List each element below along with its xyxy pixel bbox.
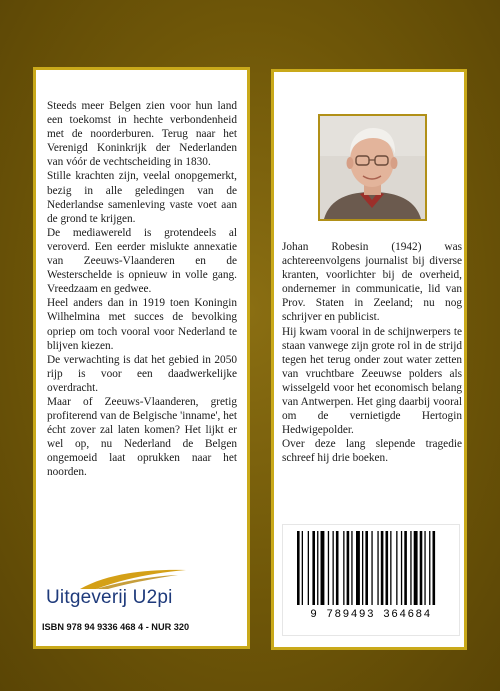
- blurb-paragraph: De verwachting is dat het gebied in 2050 rijp is voor een daadwerkelijke overdracht.: [47, 353, 237, 394]
- blurb-paragraph: Maar of Zeeuws-Vlaanderen, gretig profiterend van de Belgische 'inname', het écht zover zal laten komen? Het lijkt er wel op, nu Nederland de Belgen ongemoeid laat oprukken naar het noorden.: [47, 395, 237, 479]
- blurb-paragraph: Stille krachten zijn, veelal onopgemerkt, bezig in alle geledingen van de Nederlandse samenleving vaste voet aan de grond te krijgen.: [47, 170, 237, 225]
- isbn-nur-line: ISBN 978 94 9336 468 4 - NUR 320: [42, 622, 190, 632]
- author-bio-text: [282, 240, 462, 466]
- publisher-logo: [42, 567, 242, 615]
- blurb-paragraph: Steeds meer Belgen zien voor hun land een toekomst in hechte verbondenheid met de noorderburen. Terug naar het Verenigd Koninkrijk der Nederlanden van vóór de vechtscheiding in 1830.: [47, 100, 237, 169]
- back-cover-blurb-panel: [33, 67, 250, 649]
- bio-paragraph: Johan Robesin (1942) was achtereenvolgens journalist bij diverse kranten, voorlichter bij de overheid, ondernemer in communicatie, lid van Prov. Staten in Zeeland; nu nog schrijver en publicist.: [282, 241, 462, 324]
- bio-paragraph: Over deze lang slepende tragedie schreef hij drie boeken.: [282, 438, 462, 465]
- isbn-barcode: [282, 524, 460, 636]
- bio-paragraph: Hij kwam vooral in de schijnwerpers te staan vanwege zijn grote rol in de strijd tegen het terug onder zout water zetten van vruchtbare Zeeuwse polders als wisselgeld voor het economisch belang van Antwerpen. Het ging daarbij vooral om de vernietigde Hertogin Hedwigepolder.: [282, 325, 462, 437]
- publisher-name: Uitgeverij U2pi: [46, 587, 173, 608]
- barcode-digits: 9 789493 364684: [310, 609, 432, 621]
- author-photo: [318, 114, 427, 221]
- blurb-paragraph: Heel anders dan in 1919 toen Koningin Wilhelmina met succes de bevolking opriep om toch vooral voor Nederland te blijven kiezen.: [47, 297, 237, 352]
- blurb-paragraph: De mediawereld is grotendeels al veroverd. Een eerder mislukte annexatie van Zeeuws-Vlaanderen en de Westerschelde is opnieuw in volle gang. Vreedzaam en gedwee.: [47, 226, 237, 296]
- author-bio-panel: [271, 69, 467, 650]
- blurb-text: [47, 99, 237, 480]
- barcode-bars: [283, 525, 459, 609]
